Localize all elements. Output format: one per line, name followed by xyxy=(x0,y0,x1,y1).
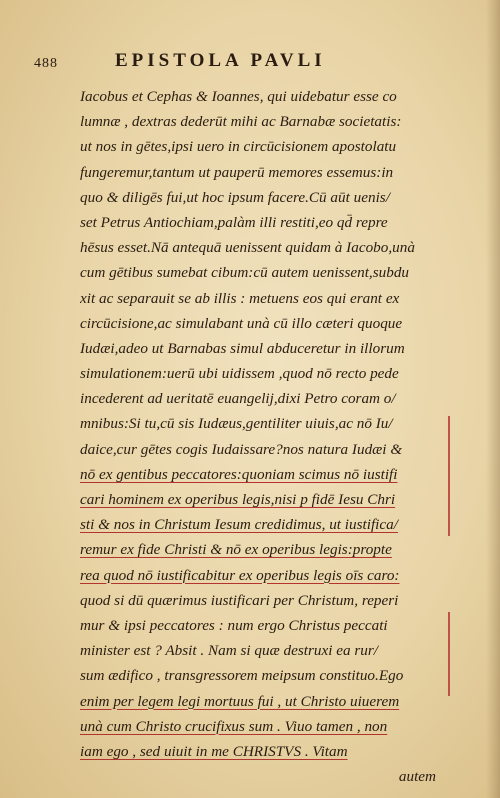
text-line: xit ac separauit se ab illis : metuens eos qui erant ex xyxy=(80,289,400,307)
underlined-text-line: enim per legem legi mortuus fui , ut Christo uiuerem xyxy=(80,692,400,710)
text-line: mnibus:Si tu,cū sis Iudæus,gentiliter uiuis,ac nō Iu/ xyxy=(80,415,393,433)
text-line: cum gētibus sumebat cibum:cū autem uenissent,subdu xyxy=(80,264,410,282)
text-line: circūcisione,ac simulabant unà cū illo cæteri quoque xyxy=(80,314,403,332)
text-block xyxy=(80,84,456,789)
text-line: set Petrus Antiochiam,palàm illi restiti,eo qd̄ repre xyxy=(80,213,388,231)
text-line: daice,cur gētes cogis Iudaissare?nos natura Iudæi & xyxy=(80,440,403,458)
text-line: lumnæ , dextras dederūt mihi ac Barnabæ societatis: xyxy=(80,113,402,131)
underlined-text-line: sti & nos in Christum Iesum credidimus, ut iustifica/ xyxy=(80,516,398,534)
margin-annotation-mark xyxy=(448,416,450,536)
catchword: autem xyxy=(398,768,436,786)
underlined-text-line: cari hominem ex operibus legis,nisi p fidē Iesu Chri xyxy=(80,491,396,508)
margin-annotation-mark xyxy=(448,612,450,696)
text-line: mur & ipsi peccatores : num ergo Christus peccati xyxy=(80,616,388,634)
page-edge-shadow xyxy=(486,0,500,798)
page-number: 488 xyxy=(34,56,58,71)
text-line: quo & diligēs fui,ut hoc ipsum facere.Cū aūt uenis/ xyxy=(80,188,390,206)
text-line: sum ædifico , transgressorem meipsum constituo.Ego xyxy=(80,667,404,685)
text-line: quod si dū quærimus iustificari per Christum, reperi xyxy=(80,591,399,609)
running-head: EPISTOLA PAVLI xyxy=(115,50,326,71)
underlined-text-line: rea quod nō iustificabitur ex operibus legis oīs caro: xyxy=(80,566,400,584)
underlined-text-line: remur ex fide Christi & nō ex operibus legis:propte xyxy=(80,541,392,559)
underlined-text-line: iam ego , sed uiuit in me CHRISTVS . Vitam xyxy=(80,742,348,760)
text-line: ut nos in gētes,ipsi uero in circūcisionem apostolatu xyxy=(80,138,397,156)
text-line: Iacobus et Cephas & Ioannes, qui uidebatur esse co xyxy=(80,88,397,105)
text-line: hēsus esset.Nā antequā uenissent quidam à Iacobo,unà xyxy=(80,239,415,257)
text-line: simulationem:uerū ubi uidissem ,quod nō recto pede xyxy=(80,365,399,383)
text-line: Iudæi,adeo ut Barnabas simul abduceretur in illorum xyxy=(80,339,405,357)
underlined-text-line: unà cum Christo crucifixus sum . Viuo tamen , non xyxy=(80,717,388,735)
text-line: minister est ? Absit . Nam si quæ destruxi ea rur/ xyxy=(80,642,378,660)
underlined-text-line: nō ex gentibus peccatores:quoniam scimus nō iustifi xyxy=(80,465,398,483)
text-line: fungeremur,tantum ut pauperū memores essemus:in xyxy=(80,163,394,181)
text-line: incederent ad ueritatē euangelij,dixi Petro coram o/ xyxy=(80,390,396,408)
